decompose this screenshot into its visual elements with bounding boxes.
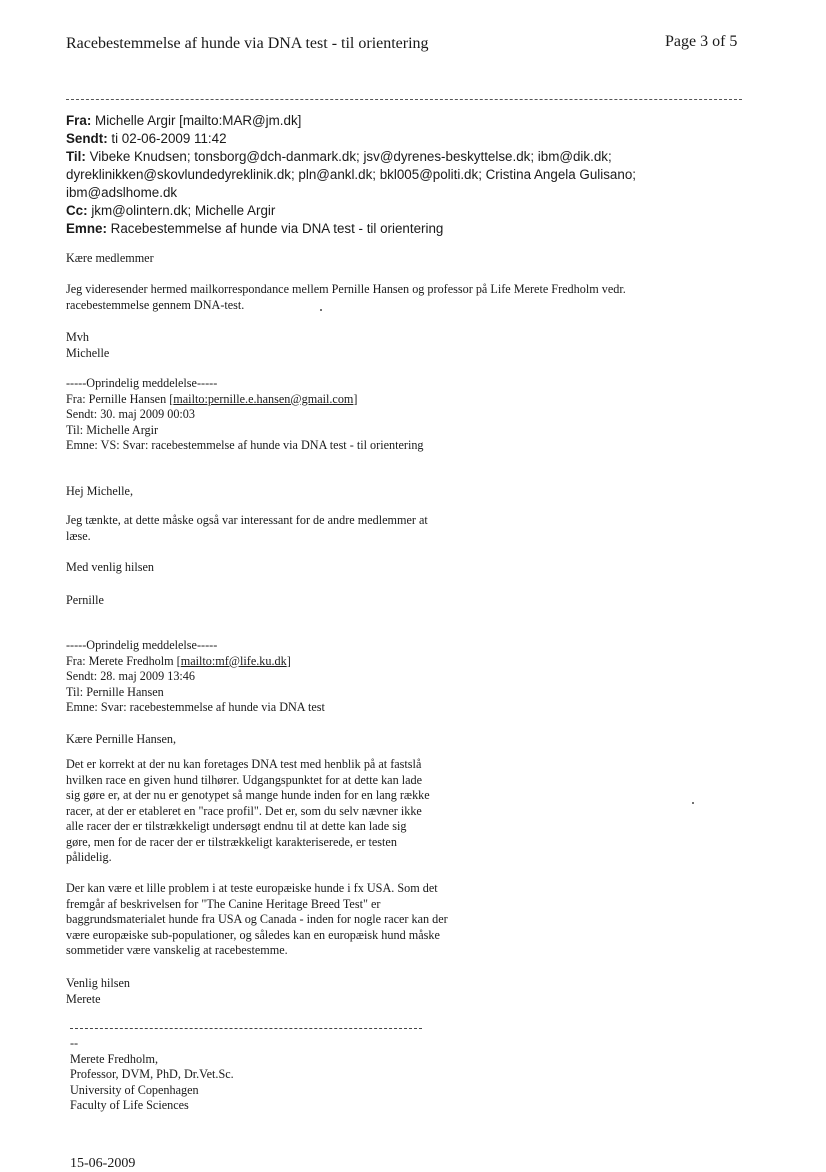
body2-name: Pernille xyxy=(66,593,104,607)
signature-title: Professor, DVM, PhD, Dr.Vet.Sc. xyxy=(70,1067,234,1081)
email-link[interactable]: mailto:pernille.e.hansen@gmail.com xyxy=(173,391,354,406)
sent-label: Sendt: xyxy=(66,131,108,146)
subject-row xyxy=(66,220,636,238)
page-header-title: Racebestemmelse af hunde via DNA test - til orientering xyxy=(66,35,429,52)
body2-greeting: Hej Michelle, xyxy=(66,484,134,498)
subject-label: Emne: xyxy=(66,221,107,236)
paragraph-line: Der kan være et lille problem i at teste europæiske hunde i fx USA. Som det xyxy=(66,881,438,895)
paragraph-line: pålidelig. xyxy=(66,850,112,864)
forward-subject: Emne: Svar: racebestemmelse af hunde via DNA test xyxy=(66,700,325,714)
scan-speck xyxy=(320,309,322,311)
closing-line: Mvh xyxy=(66,330,90,344)
signature-faculty: Faculty of Life Sciences xyxy=(70,1098,189,1112)
to-row xyxy=(66,148,636,166)
cc-value: jkm@olintern.dk; Michelle Argir xyxy=(91,203,276,218)
forward-marker: -----Oprindelig meddelelse----- xyxy=(66,638,218,652)
forward-sent: Sendt: 30. maj 2009 00:03 xyxy=(66,407,195,421)
body1-paragraph xyxy=(66,282,626,313)
sent-value: ti 02-06-2009 11:42 xyxy=(111,131,227,146)
scan-speck xyxy=(692,802,694,804)
paragraph-line: racer, at der er etableret en "race profil". Det er, som du selv nævner ikke xyxy=(66,803,422,818)
paragraph-line: være europæiske sub-populationer, og således kan en europæisk hund måske xyxy=(66,927,440,942)
subject-value: Racebestemmelse af hunde via DNA test - til orientering xyxy=(110,221,444,236)
header-divider xyxy=(66,99,742,100)
closing-line: Venlig hilsen xyxy=(66,976,130,990)
to-label: Til: xyxy=(66,149,86,164)
signature-dashes: -- xyxy=(70,1036,79,1050)
email-metadata xyxy=(66,112,636,238)
paragraph-line: sommetider være vanskelig at racebestemme. xyxy=(66,943,288,957)
forward-to: Til: Michelle Argir xyxy=(66,422,159,437)
cc-label: Cc: xyxy=(66,203,88,218)
from-row xyxy=(66,112,636,130)
forward-from: Fra: Merete Fredholm [mailto:mf@life.ku.dk] xyxy=(66,653,291,668)
forward-from: Fra: Pernille Hansen [mailto:pernille.e.hansen@gmail.com] xyxy=(66,391,358,406)
to-value-line1: Vibeke Knudsen; tonsborg@dch-danmark.dk; jsv@dyrenes-beskyttelse.dk; ibm@dik.dk; xyxy=(89,149,612,164)
forward-subject: Emne: VS: Svar: racebestemmelse af hunde via DNA test - til orientering xyxy=(66,438,424,452)
sender-name: Merete xyxy=(66,991,101,1006)
to-value-line3: ibm@adslhome.dk xyxy=(66,185,178,200)
body2-paragraph-line: læse. xyxy=(66,528,91,543)
body2-paragraph xyxy=(66,513,428,544)
sent-row xyxy=(66,130,636,148)
signature-divider xyxy=(70,1028,422,1029)
body3-closing xyxy=(66,976,130,1007)
from-label: Fra: xyxy=(66,113,92,128)
to-value-line2: dyreklinikken@skovlundedyreklinik.dk; pln@ankl.dk; bkl005@politi.dk; Cristina Angela Gulisano; xyxy=(66,167,636,182)
forward-to: Til: Pernille Hansen xyxy=(66,684,164,699)
signature-block xyxy=(70,1036,234,1114)
body3-paragraph2 xyxy=(66,881,448,959)
body2-paragraph-line: Jeg tænkte, at dette måske også var interessant for de andre medlemmer at xyxy=(66,513,428,527)
paragraph-line: sig gøre er, at der nu er genotypet så mange hunde inden for en lang række xyxy=(66,788,430,802)
body3-paragraph1 xyxy=(66,757,430,866)
body3-greeting: Kære Pernille Hansen, xyxy=(66,732,176,746)
paragraph-line: hvilken race en given hund tilhører. Udgangspunktet for at dette kan lade xyxy=(66,772,423,787)
from-value: Michelle Argir [mailto:MAR@jm.dk] xyxy=(95,113,302,128)
paragraph-line: alle racer der er tilstrækkeligt undersøgt endnu til at dette kan lade sig xyxy=(66,819,407,833)
signature-university: University of Copenhagen xyxy=(70,1082,199,1097)
forward1-header xyxy=(66,376,424,454)
paragraph-line: fremgår af beskrivelsen for "The Canine Heritage Breed Test" er xyxy=(66,896,381,911)
page-number: Page 3 of 5 xyxy=(665,33,738,50)
body1-paragraph-line: Jeg videresender hermed mailkorrespondance mellem Pernille Hansen og professor på Life Merete Fredholm vedr. xyxy=(66,282,626,296)
body1-paragraph-line: racebestemmelse gennem DNA-test. xyxy=(66,297,245,312)
paragraph-line: Det er korrekt at der nu kan foretages DNA test med henblik på at fastslå xyxy=(66,757,422,771)
email-link[interactable]: mailto:mf@life.ku.dk xyxy=(180,653,287,668)
paragraph-line: baggrundsmaterialet hunde fra USA og Canada - inden for nogle racer kan der xyxy=(66,912,448,926)
body1-greeting: Kære medlemmer xyxy=(66,251,154,265)
paragraph-line: gøre, men for de racer der er tilstrækkeligt karakteriserede, er testen xyxy=(66,834,397,849)
forward-sent: Sendt: 28. maj 2009 13:46 xyxy=(66,669,195,683)
cc-row xyxy=(66,202,636,220)
signature-name: Merete Fredholm, xyxy=(70,1051,158,1066)
body2-closing: Med venlig hilsen xyxy=(66,560,155,574)
forward-marker: -----Oprindelig meddelelse----- xyxy=(66,376,218,390)
forward2-header xyxy=(66,638,325,716)
footer-date: 15-06-2009 xyxy=(70,1156,136,1171)
body1-closing xyxy=(66,330,109,361)
sender-name: Michelle xyxy=(66,345,110,360)
